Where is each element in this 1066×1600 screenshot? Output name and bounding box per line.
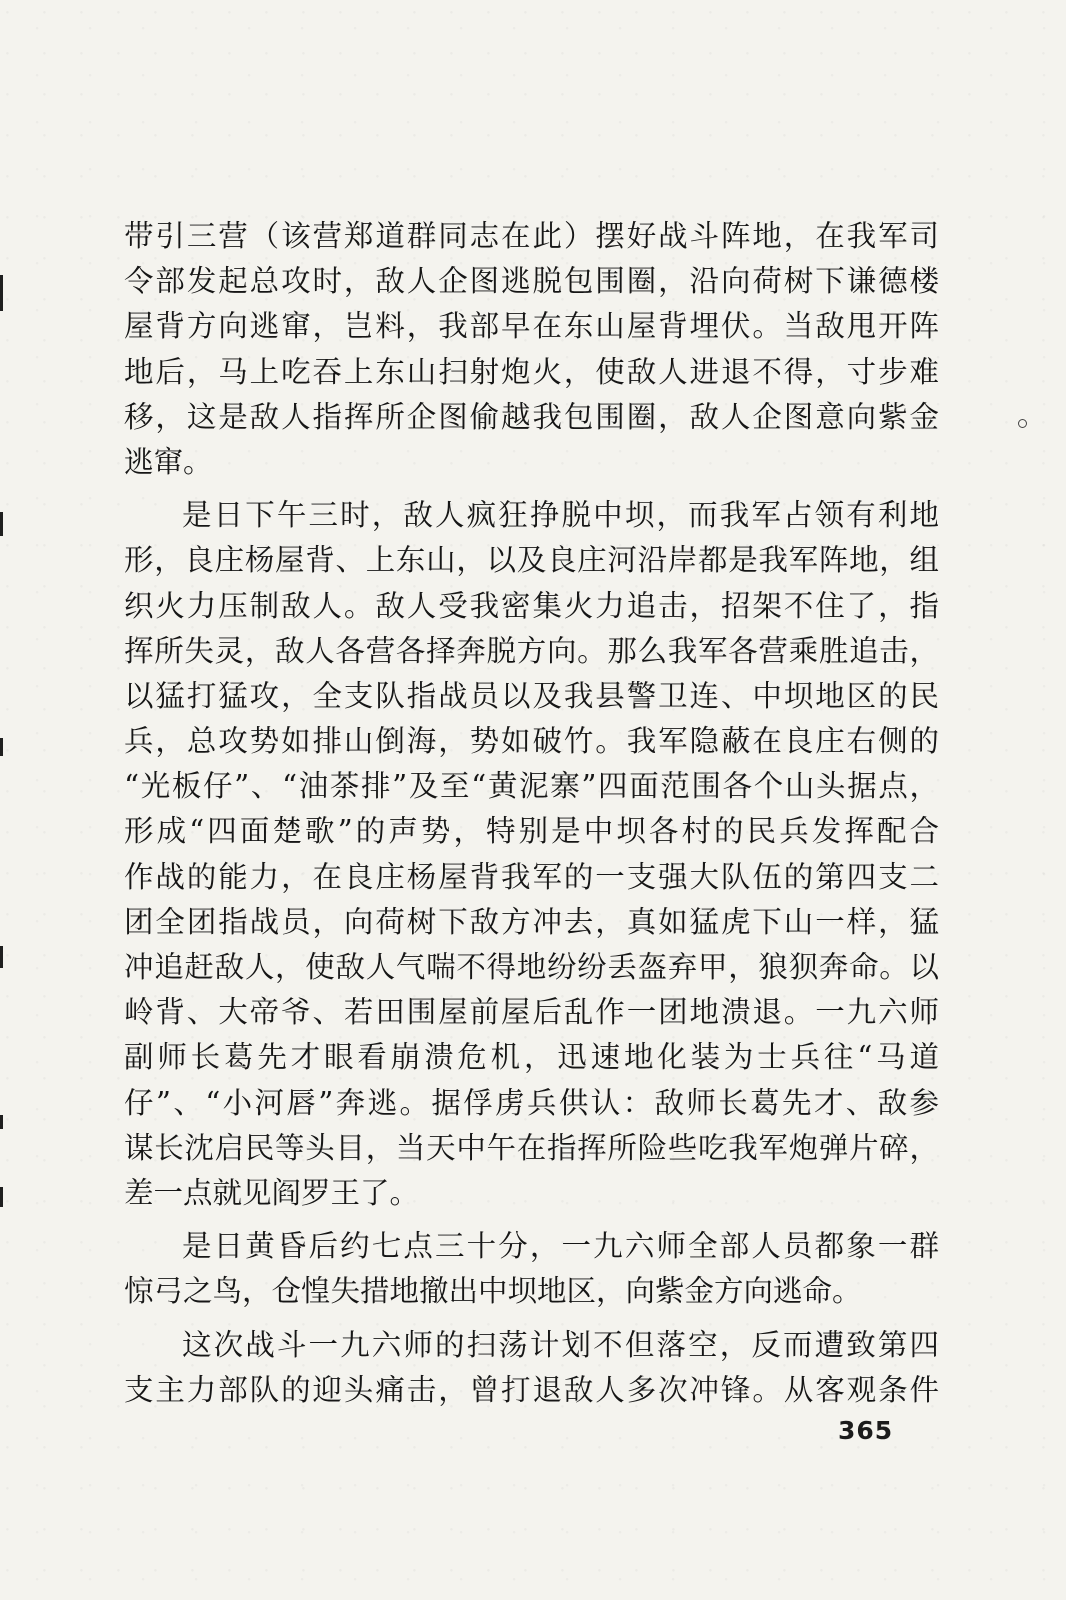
text-line: 副师长葛先才眼看崩溃危机，迅速地化装为士兵往“马道 [124,1040,939,1075]
text-line: 织火力压制敌人。敌人受我密集火力追击，招架不住了，指 [124,588,939,623]
scan-edge-mark [0,946,3,968]
text-line: 移，这是敌人指挥所企图偷越我包围圈，敌人企图意向紫金 [124,399,939,434]
text-line: 逃窜。 [124,444,213,479]
scan-edge-mark [0,1115,3,1129]
text-line: 挥所失灵，敌人各营各择奔脱方向。那么我军各营乘胜追击， [124,633,939,668]
text-line: 仔”、“小河唇”奔逃。据俘虏兵供认：敌师长葛先才、敌参 [124,1085,939,1120]
text-line: 屋背方向逃窜，岂料，我部早在东山屋背埋伏。当敌甩开阵 [124,309,939,344]
text-line: 团全团指战员，向荷树下敌方冲去，真如猛虎下山一样，猛 [124,904,939,939]
text-line: 支主力部队的迎头痛击，曾打退敌人多次冲锋。从客观条件 [124,1372,939,1407]
text-line: 是日下午三时，敌人疯狂挣脱中坝，而我军占领有利地 [182,498,939,533]
text-line: 是日黄昏后约七点三十分，一九六师全部人员都象一群 [182,1229,939,1264]
paragraph-3 [124,1224,939,1314]
paragraph-1 [124,214,939,485]
scan-edge-mark [0,275,3,311]
text-line: 形成“四面楚歌”的声势，特别是中坝各村的民兵发挥配合 [124,814,939,849]
text-line: 差一点就见阎罗王了。 [124,1175,420,1210]
text-line: 带引三营（该营郑道群同志在此）摆好战斗阵地，在我军司 [124,219,939,253]
scan-edge-mark [0,512,3,536]
body-text [124,214,939,1413]
text-line: 以猛打猛攻，全支队指战员以及我县警卫连、中坝地区的民 [124,678,939,713]
paragraph-4 [124,1323,939,1413]
text-line: “光板仔”、“油茶排”及至“黄泥寨”四面范围各个山头据点， [124,769,939,804]
page-number: 365 [838,1416,894,1445]
text-line: 岭背、大帝爷、若田围屋前屋后乱作一团地溃退。一九六师 [124,995,939,1030]
scan-speck [1018,419,1027,428]
text-line: 地后，马上吃吞上东山扫射炮火，使敌人进退不得，寸步难 [124,354,939,389]
text-line: 兵，总攻势如排山倒海，势如破竹。我军隐蔽在良庄右侧的 [124,724,939,759]
scan-edge-mark [0,738,3,756]
text-line: 形，良庄杨屋背、上东山，以及良庄河沿岸都是我军阵地，组 [124,543,939,578]
text-line: 这次战斗一九六师的扫荡计划不但落空，反而遭致第四 [182,1327,939,1362]
text-line: 惊弓之鸟，仓惶失措地撤出中坝地区，向紫金方向逃命。 [124,1274,862,1309]
text-line: 令部发起总攻时，敌人企图逃脱包围圈，沿向荷树下谦德楼 [124,264,939,299]
text-line: 谋长沈启民等头目，当天中午在指挥所险些吃我军炮弹片碎， [124,1130,939,1165]
text-line: 作战的能力，在良庄杨屋背我军的一支强大队伍的第四支二 [124,859,939,894]
text-line: 冲追赶敌人，使敌人气喘不得地纷纷丢盔弃甲，狼狈奔命。以 [124,950,939,984]
scan-edge-mark [0,1187,3,1207]
paragraph-2 [124,493,939,1216]
